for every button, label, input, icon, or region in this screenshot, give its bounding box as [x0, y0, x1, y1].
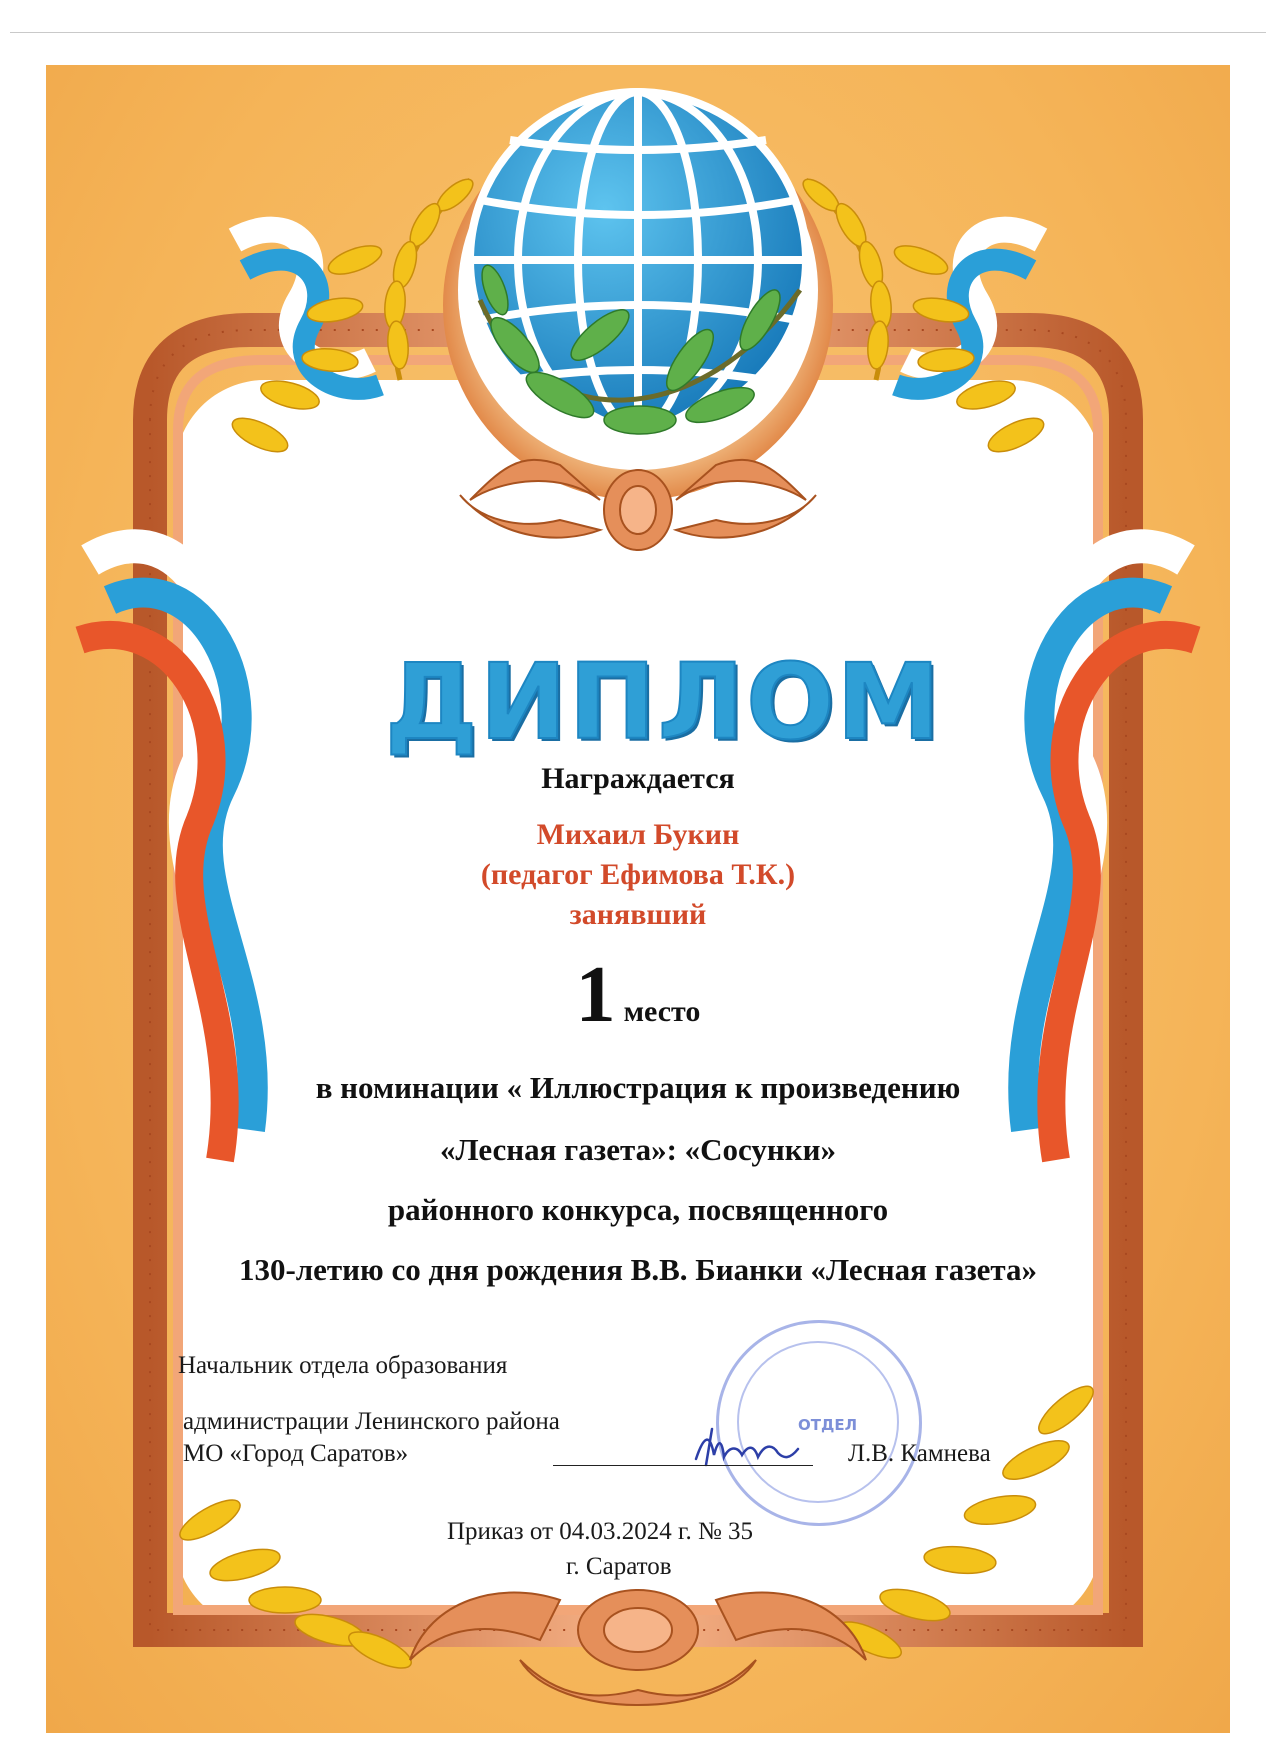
signatory-position-1: Начальник отдела образования	[178, 1352, 508, 1379]
city-label: г. Саратов	[566, 1553, 672, 1580]
awarded-label: Награждается	[541, 762, 735, 795]
signatory-name: Л.В. Камнева	[848, 1440, 991, 1467]
diploma-title: ДИПЛОМ	[385, 641, 942, 763]
nomination-line-4: 130-летию со дня рождения В.В. Бианки «Лесная газета»	[238, 1252, 1038, 1287]
place-number: 1	[575, 951, 616, 1039]
signatory-position-2: администрации Ленинского района	[183, 1408, 560, 1435]
took-label: занявший	[569, 898, 707, 931]
teacher-name: (педагог Ефимова Т.К.)	[480, 858, 796, 891]
signatory-position-3: МО «Город Саратов»	[183, 1440, 409, 1467]
signature-line	[553, 1465, 813, 1466]
nomination-line-3: районного конкурса, посвященного	[387, 1192, 889, 1227]
recipient-name: Михаил Букин	[536, 818, 740, 851]
nomination-line-1: в номинации « Иллюстрация к произведению	[315, 1070, 961, 1105]
nomination-line-2: «Лесная газета»: «Сосунки»	[440, 1132, 836, 1167]
place-line	[160, 951, 1116, 1039]
stamp-label: ОТДЕЛ	[798, 1416, 858, 1434]
place-word: место	[623, 995, 701, 1028]
order-reference: Приказ от 04.03.2024 г. № 35	[447, 1518, 754, 1545]
